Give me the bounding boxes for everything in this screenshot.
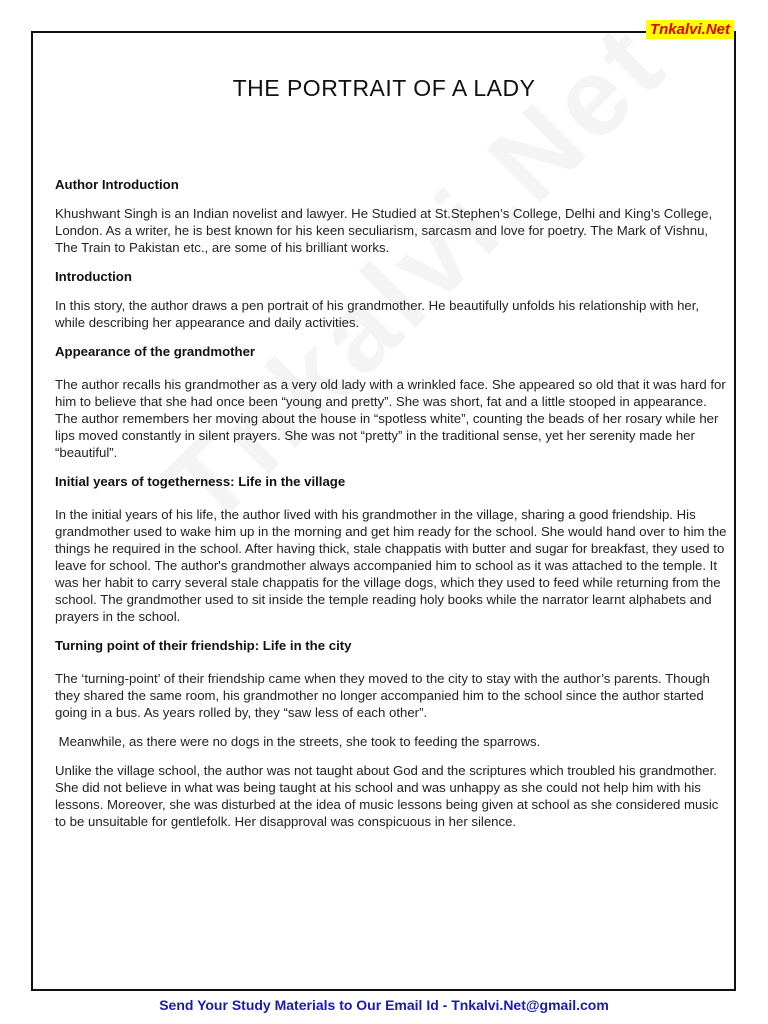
paragraph: Meanwhile, as there were no dogs in the streets, she took to feeding the sparrows. xyxy=(55,734,541,749)
section-heading: Appearance of the grandmother xyxy=(55,344,256,359)
paragraph: The ‘turning-point’ of their friendship came when they moved to the city to stay with the author’s parents. Though they shared the same room, his grandmother no longer accompanied him to the school since the author started going in a bus. As years rolled by, they “saw less of each other”. xyxy=(55,671,710,720)
document-body xyxy=(55,176,727,842)
brand-logo[interactable]: Tnkalvi.Net xyxy=(646,20,734,39)
paragraph: Khushwant Singh is an Indian novelist and lawyer. He Studied at St.Stephen’s College, Delhi and King’s College, London. As a writer, he is best known for his keen seculiarism, sarcasm and love for poetry. The Mark of Vishnu, The Train to Pakistan etc., are some of his brilliant works. xyxy=(55,206,713,255)
paragraph: The author recalls his grandmother as a very old lady with a wrinkled face. She appeared so old that it was hard for him to believe that she had once been “young and pretty”. She was short, fat and a little stooped in appearance. The author remembers her moving about the house in “spotless white”, counting the beads of her rosary while her lips moved constantly in silent prayers. She was not “pretty” in the traditional sense, yet her serenity made her “beautiful”. xyxy=(55,377,726,460)
section-heading: Initial years of togetherness: Life in the village xyxy=(55,474,346,489)
paragraph: In the initial years of his life, the author lived with his grandmother in the village, sharing a good friendship. His grandmother used to wake him up in the morning and get him ready for the school. She would hand over to him the things he required in the school. After having thick, stale chappatis with butter and sugar for breakfast, they used to leave for school. The author's grandmother always accompanied him to school as it was attached to the temple. It was her habit to carry several stale chappatis for the village dogs, which they used to feed while returning from the school. The grandmother used to sit inside the temple reading holy books while the narrator learnt alphabets and prayers in the school. xyxy=(55,507,727,624)
page-title: THE PORTRAIT OF A LADY xyxy=(232,75,536,101)
paragraph: In this story, the author draws a pen portrait of his grandmother. He beautifully unfolds his relationship with her, while describing her appearance and daily activities. xyxy=(55,298,700,330)
paragraph: Unlike the village school, the author was not taught about God and the scriptures which troubled his grandmother. She did not believe in what was being taught at his school and was unhappy as she could not help him with his lessons. Moreover, she was disturbed at the idea of music lessons being given at school as she considered music to be unsuitable for gentlefolk. Her disapproval was conspicuous in her silence. xyxy=(55,763,719,829)
footer-email-note: Send Your Study Materials to Our Email Id - Tnkalvi.Net@gmail.com xyxy=(159,997,609,1013)
section-heading: Author Introduction xyxy=(55,177,179,192)
section-heading: Introduction xyxy=(55,269,132,284)
section-heading: Turning point of their friendship: Life in the city xyxy=(55,638,352,653)
